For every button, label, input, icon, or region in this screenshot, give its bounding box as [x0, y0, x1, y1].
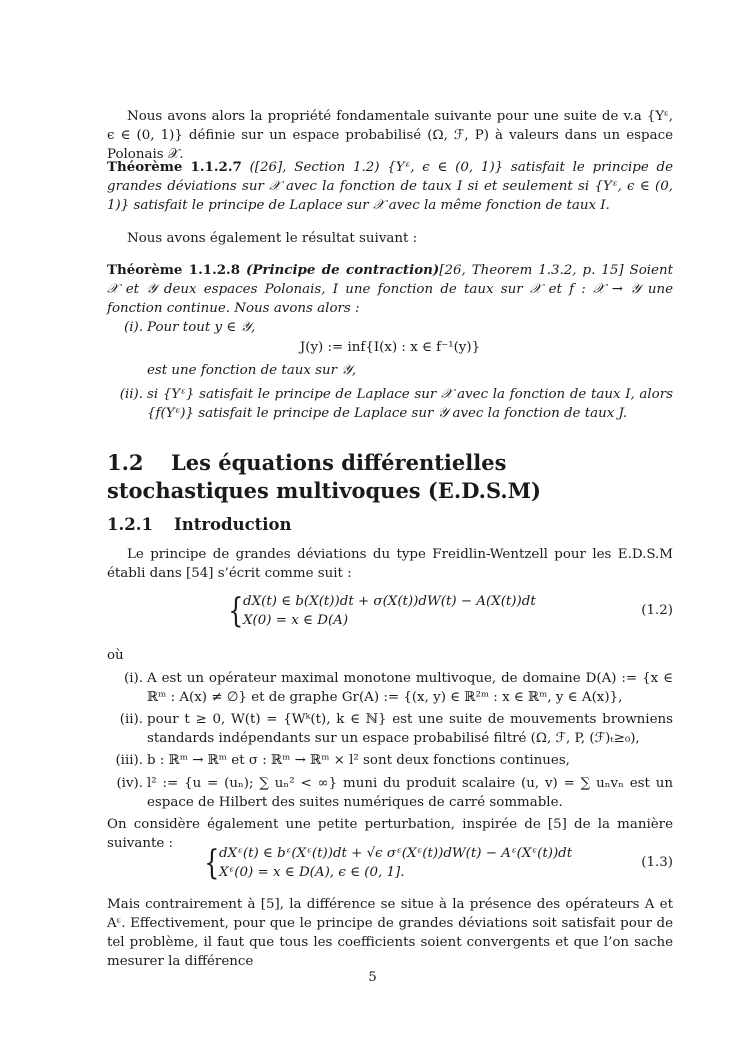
list-item-i — [107, 669, 673, 707]
equation-number: (1.2) — [641, 603, 673, 618]
list-item-iii — [107, 751, 673, 770]
list-item-ii — [107, 710, 673, 748]
item-label: (i). — [124, 320, 143, 335]
item-label: (iii). — [115, 753, 143, 768]
equation-1-2 — [107, 591, 673, 634]
section-heading — [107, 449, 673, 505]
section-number: 1.2 — [107, 450, 144, 475]
item-text: A est un opérateur maximal monotone multivoque, de domaine D(A) := {x ∈ ℝᵐ : A(x) ≠ ∅} et de graphe Gr(A) := {(x, y) ∈ ℝ²ᵐ : x ∈ ℝᵐ, y ∈ A(x)}, — [147, 671, 673, 705]
theorem-1-1-2-7 — [107, 158, 673, 215]
equation-line-1: dX(t) ∈ b(X(t))dt + σ(X(t))dW(t) − A(X(t))dt — [243, 594, 536, 609]
item-label: (iv). — [116, 776, 143, 791]
paragraph-fw: Le principe de grandes déviations du type Freidlin-Wentzell pour les E.D.S.M établi dans [54] s’écrit comme suit : — [107, 547, 673, 581]
subsection-heading — [107, 515, 292, 534]
theorem-item-i — [107, 318, 673, 337]
theorem-item-ii — [107, 385, 673, 423]
item-text: Pour tout y ∈ 𝒴, — [147, 320, 256, 335]
item-text: b : ℝᵐ → ℝᵐ et σ : ℝᵐ → ℝᵐ × l² sont deux fonctions continues, — [147, 753, 570, 768]
theorem-title: Théorème 1.1.2.8 — [107, 262, 241, 278]
item-text: pour t ≥ 0, W(t) = {Wᵏ(t), k ∈ ℕ} est une suite de mouvements browniens standards indépendants sur un espace probabilisé filtré (Ω, ℱ, P, (ℱ)ₜ≥₀), — [147, 712, 673, 746]
equation-line-2: Xᵋ(0) = x ∈ D(A), ϵ ∈ (0, 1]. — [219, 865, 405, 880]
item-label: (ii). — [119, 387, 143, 402]
item-text-cont: est une fonction de taux sur 𝒴, — [147, 363, 357, 378]
item-label: (ii). — [119, 712, 143, 727]
paragraph-difference: Mais contrairement à [5], la différence se situe à la présence des opérateurs A et Aᵋ. Effectivement, pour que le principe de grandes déviations soit satisfait pour de tel problème, il faut que tous les coefficients soient convergents et que l’on sache mesurer la différence — [107, 897, 673, 969]
theorem-name: (Principe de contraction) — [246, 262, 440, 278]
subsection-number: 1.2.1 — [107, 515, 153, 534]
item-text: l² := {u = (uₙ); ∑ uₙ² < ∞} muni du produit scalaire (u, v) = ∑ uₙvₙ est un espace de Hilbert des suites numériques de carré sommable. — [147, 776, 673, 810]
item-text: si {Yᵋ} satisfait le principe de Laplace sur 𝒳 avec la fonction de taux I, alors {f(Yᵋ)} satisfait le principe de Laplace sur 𝒴 avec la fonction de taux J. — [147, 387, 673, 421]
equation-1-3 — [107, 843, 673, 886]
word-ou: où — [107, 648, 124, 663]
paragraph-perturbation: On considère également une petite perturbation, inspirée de [5] de la manière suivante : — [107, 817, 673, 851]
formula-J: J(y) := inf{I(x) : x ∈ f⁻¹(y)} — [299, 340, 481, 355]
page-number: 5 — [368, 970, 377, 985]
equation-brace: { — [228, 591, 244, 631]
theorem-title: Théorème 1.1.2.7 — [107, 159, 242, 175]
item-label: (i). — [124, 671, 143, 686]
equation-line-1: dXᵋ(t) ∈ bᵋ(Xᵋ(t))dt + √ϵ σᵋ(Xᵋ(t))dW(t) − Aᵋ(Xᵋ(t))dt — [219, 846, 573, 861]
equation-line-2: X(0) = x ∈ D(A) — [243, 613, 349, 628]
equation-brace: { — [204, 843, 220, 883]
theorem-1-1-2-8 — [107, 261, 673, 318]
theorem-body: ([26], Section 1.2) {Yᵋ, ϵ ∈ (0, 1)} satisfait le principe de grandes déviations sur 𝒳 avec la fonction de taux I si et seulement si {Yᵋ, ϵ ∈ (0, 1)} satisfait le principe de Laplace sur 𝒳 avec la même fonction de taux I. — [107, 160, 673, 213]
equation-number: (1.3) — [641, 855, 673, 870]
theorem-body: [26, Theorem 1.3.2, p. 15] Soient 𝒳 et 𝒴 deux espaces Polonais, I une fonction de taux sur 𝒳 et f : 𝒳 → 𝒴 une fonction continue. Nous avons alors : — [107, 263, 673, 316]
paragraph-intro: Nous avons alors la propriété fondamentale suivante pour une suite de v.a {Yᵋ, ϵ ∈ (0, 1)} définie sur un espace probabilisé (Ω, ℱ, P) à valeurs dans un espace Polonais 𝒳. — [107, 109, 673, 162]
paragraph-also: Nous avons également le résultat suivant : — [127, 231, 418, 246]
subsection-title: Introduction — [174, 515, 292, 534]
section-title: Les équations différentielles stochastiques multivoques (E.D.S.M) — [107, 450, 541, 503]
theorem-item-i-cont — [107, 361, 673, 380]
list-item-iv — [107, 774, 673, 812]
